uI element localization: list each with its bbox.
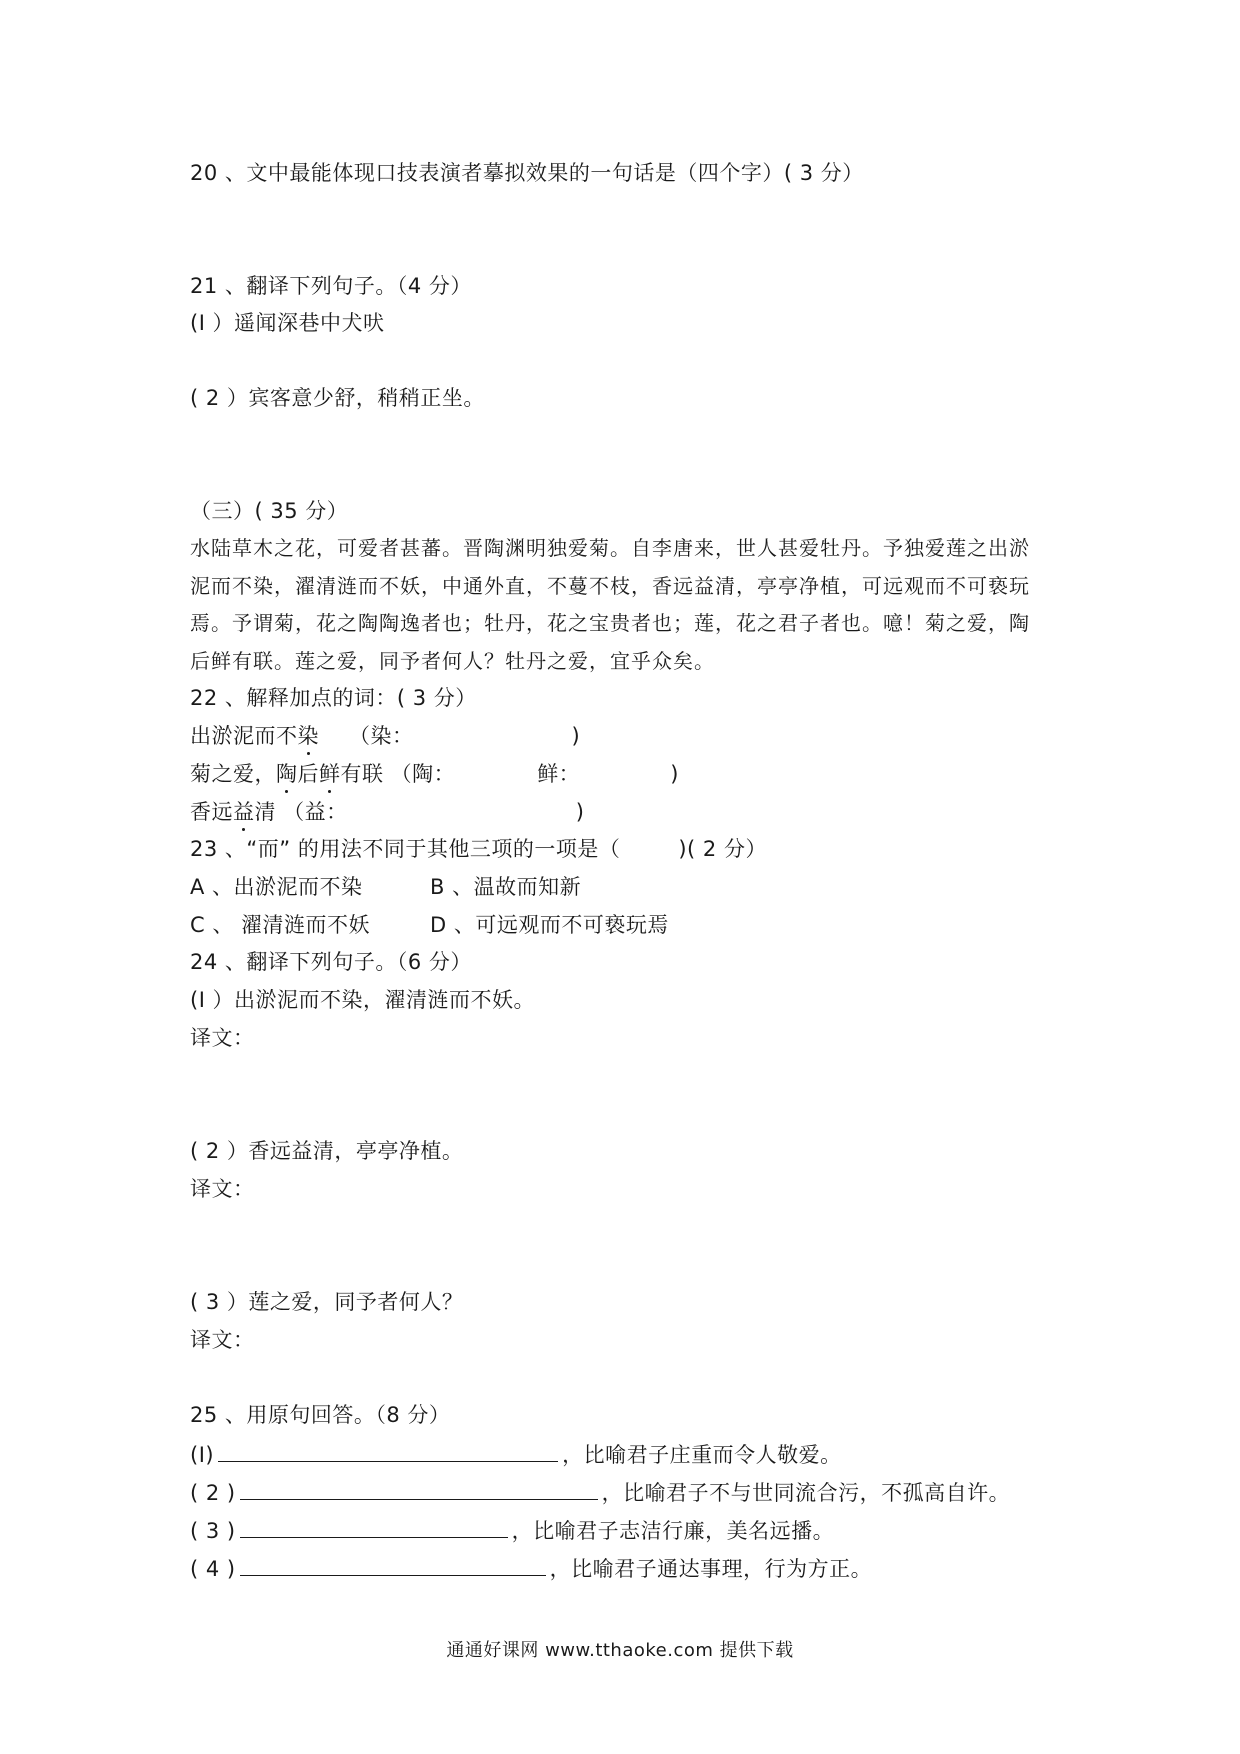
q22-line2-close: ) — [670, 762, 679, 786]
q21-item-2: ( 2 ）宾客意少舒，稍稍正坐。 — [190, 386, 485, 410]
q22-line2-pre: 菊之爱， — [190, 762, 276, 786]
q25-item-1-num: (Ⅰ) — [190, 1443, 215, 1467]
q23-option-B: B 、温故而知新 — [430, 875, 582, 899]
q24-title: 24 、翻译下列句子。（6 分） — [190, 950, 472, 974]
page-footer: 通通好课网 www.tthaoke.com 提供下载 — [446, 1640, 794, 1661]
q22-line3-post: 清 （益： — [254, 800, 348, 824]
q23-option-C: C 、 濯清涟而不妖 — [190, 913, 371, 937]
q24-item-1-label: 译文： — [190, 1026, 255, 1050]
q25-item-4-text: ，比喻君子通达事理，行为方正。 — [549, 1557, 873, 1581]
q22-line-1 — [190, 722, 580, 750]
dotted-word-tao: 陶 — [276, 762, 298, 786]
answer-blank[interactable] — [240, 1515, 508, 1538]
answer-blank[interactable] — [218, 1439, 558, 1462]
q24-item-2-label: 译文： — [190, 1177, 255, 1201]
q23-option-A: A 、出淤泥而不染 — [190, 875, 363, 899]
q22-line2-label2: 鲜： — [537, 762, 581, 786]
q22-line2-mid: 后 — [297, 762, 319, 786]
q22-line2-post: 有联 （陶： — [340, 762, 456, 786]
q23-title-text: 23 、“而” 的用法不同于其他三项的一项是（ — [190, 837, 621, 861]
dotted-word-ran: 染 — [297, 724, 319, 748]
passage-line-3: 焉。予谓菊，花之陶陶逸者也；牡丹，花之宝贵者也；莲，花之君子者也。噫！菊之爱，陶 — [190, 611, 1030, 635]
q23-title-end: )( 2 分） — [678, 837, 767, 861]
q20-text: 20 、文中最能体现口技表演者摹拟效果的一句话是（四个字）( 3 分） — [190, 161, 864, 185]
q25-item-4-num: ( 4 ) — [190, 1557, 236, 1581]
answer-blank[interactable] — [240, 1553, 546, 1576]
q22-line1-paren: （染： — [349, 724, 414, 748]
q25-item-3 — [190, 1515, 834, 1545]
q25-item-2 — [190, 1477, 1010, 1507]
q22-line-2 — [190, 760, 679, 788]
q25-item-3-text: ，比喻君子志洁行廉，美名远播。 — [511, 1519, 835, 1543]
q24-item-3-label: 译文： — [190, 1328, 255, 1352]
q21-title: 21 、翻译下列句子。（4 分） — [190, 274, 472, 298]
q22-line1-close: ) — [571, 724, 581, 748]
q23-title — [190, 835, 767, 863]
q22-line1-pre: 出淤泥而不 — [190, 724, 298, 748]
section3-header: （三）( 35 分） — [190, 499, 349, 523]
q21-item-1: (Ⅰ ）遥闻深巷中犬吠 — [190, 311, 385, 335]
q25-item-3-num: ( 3 ) — [190, 1519, 236, 1543]
q22-line-3 — [190, 798, 584, 826]
q25-item-1-text: ，比喻君子庄重而令人敬爱。 — [562, 1443, 842, 1467]
q24-item-1: (Ⅰ ）出淤泥而不染，濯清涟而不妖。 — [190, 988, 536, 1012]
dotted-word-yi: 益 — [233, 800, 255, 824]
passage-line-2: 泥而不染，濯清涟而不妖，中通外直，不蔓不枝，香远益清，亭亭净植，可远观而不可亵玩 — [190, 574, 1030, 598]
q22-title: 22 、解释加点的词：( 3 分） — [190, 686, 477, 710]
dotted-word-xian: 鲜 — [319, 762, 341, 786]
passage-line-4: 后鲜有联。莲之爱，同予者何人？牡丹之爱，宜乎众矣。 — [190, 649, 715, 673]
q25-item-2-text: ，比喻君子不与世同流合污，不孤高自许。 — [601, 1481, 1011, 1505]
answer-blank[interactable] — [240, 1477, 598, 1500]
q25-item-2-num: ( 2 ) — [190, 1481, 236, 1505]
q23-option-D: D 、可远观而不可亵玩焉 — [430, 913, 669, 937]
q22-line3-pre: 香远 — [190, 800, 233, 824]
passage-line-1: 水陆草木之花，可爱者甚蕃。晋陶渊明独爱菊。自李唐来，世人甚爱牡丹。予独爱莲之出淤 — [190, 536, 1030, 560]
q22-line3-close: ) — [575, 800, 585, 824]
q24-item-2: ( 2 ）香远益清，亭亭净植。 — [190, 1139, 464, 1163]
q24-item-3: ( 3 ）莲之爱，同予者何人？ — [190, 1290, 464, 1314]
q25-title: 25 、用原句回答。（8 分） — [190, 1403, 451, 1427]
q25-item-4 — [190, 1553, 872, 1583]
q25-item-1 — [190, 1439, 842, 1469]
